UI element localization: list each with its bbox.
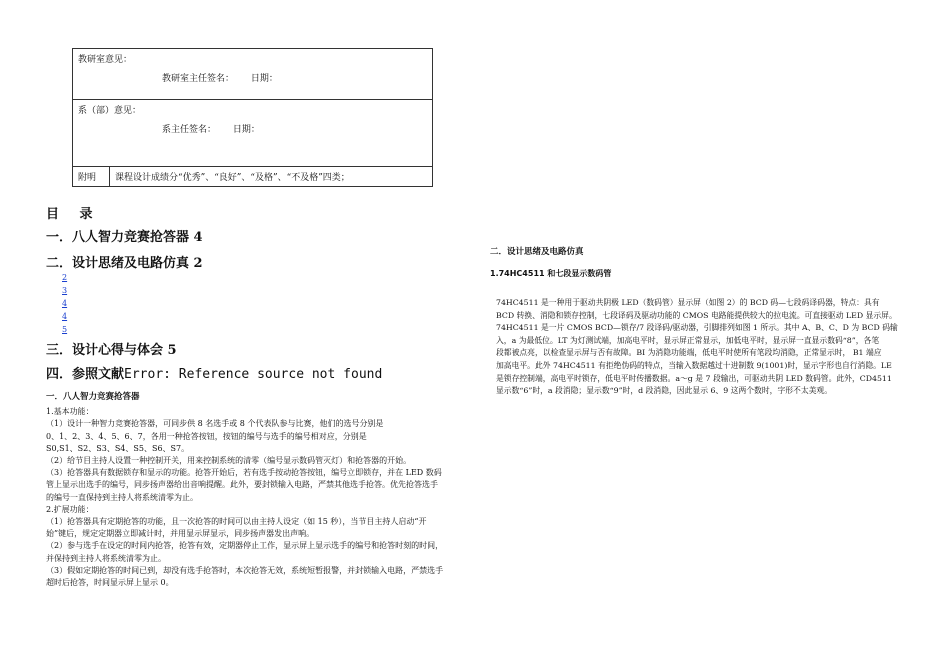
department-sign-label: 系主任签名：: [162, 125, 217, 135]
section-2-line: 加高电平。此外 74HC4511 有拒绝伪码的特点，当输入数据越过十进制数 9(1001)时，显示字形也自行消隐。LE: [496, 360, 892, 370]
section-1-line: 并保持到主持人将系统清零为止。: [46, 553, 166, 563]
department-opinion-cell: [73, 100, 433, 167]
section-1-line: （2）给节目主持人设置一种控制开关，用来控制系统的清零（编号显示数码管灭灯）和抢答器的开始。: [46, 456, 412, 466]
section-2-line: 显示数“6”时，a 段消隐；显示数“9”时，d 段消隐，因此显示 6、9 这两个数时，字形不太美观。: [496, 386, 833, 396]
toc-item-4[interactable]: [46, 363, 382, 382]
teaching-office-sign-label: 教研室主任签名：: [162, 74, 235, 84]
section-2-line: 是锁存控制端，高电平时锁存，低电平时传播数据。a～g 是 7 段输出，可驱动共阴 LED 数码管。此外，CD4511: [496, 373, 892, 383]
section-1-line: 始”键后，规定定期器立即减计时，并用显示屏显示，同步扬声器发出声响。: [46, 529, 315, 539]
teaching-office-date-label: 日期：: [250, 74, 278, 84]
note-text: 课程设计成绩分“优秀”、“良好”、“及格”、“不及格”四类；: [115, 173, 350, 183]
section-1-heading: 一．八人智力竞赛抢答器: [46, 392, 140, 402]
toc-link-2[interactable]: 3: [62, 286, 68, 295]
department-opinion-label: 系（部）意见：: [78, 106, 142, 116]
note-label-cell: [73, 167, 110, 187]
toc-link-5[interactable]: 5: [62, 325, 68, 334]
section-1: [46, 391, 466, 589]
toc-item-2[interactable]: 二．设计思绪及电路仿真 2: [46, 256, 203, 271]
department-sign-line: [162, 122, 427, 135]
section-1-line: （3）假如定期抢答的时间已到，却没有选手抢答时，本次抢答无效，系统短暂报警，并封锁输入电路，严禁选手: [46, 565, 444, 575]
section-1-line: 1.基本功能：: [46, 407, 94, 417]
section-1-line: （1）抢答器具有定期抢答的功能，且一次抢答的时间可以由主持人设定（如 15 秒），当节目主持人启动“开: [46, 517, 427, 527]
section-1-line: 2.扩展功能：: [46, 504, 94, 514]
toc-link-4[interactable]: 4: [62, 312, 68, 321]
section-1-line: 管上显示出选手的编号，同步扬声器给出音响提醒。此外，要封锁输入电路，严禁其他选手抢答。优先抢答选手: [46, 480, 438, 490]
section-1-line: （3）抢答器具有数据锁存和显示的功能。抢答开始后，若有选手按动抢答按钮，编号立即锁存，并在 LED 数码: [46, 468, 442, 478]
toc-link-1[interactable]: 2: [62, 273, 68, 282]
section-2-subheading: 1.74HC4511 和七段显示数码管: [490, 269, 612, 278]
section-2-line: 74HC4511 是一种用于驱动共阴极 LED（数码管）显示屏（如图 2）的 BCD 码—七段码译码器，特点：具有: [496, 298, 880, 307]
section-1-line: 的编号一直保持到主持人将系统清零为止。: [46, 492, 198, 502]
note-text-cell: [110, 167, 433, 187]
section-2-line: 入，a 为最低位。LT 为灯测试端，加高电平时，显示屏正常显示，加低电平时，显示屏一直显示数码“8”，各笔: [496, 335, 880, 345]
teaching-office-opinion-label: 教研室意见：: [78, 55, 133, 65]
teaching-office-opinion-cell: [73, 49, 433, 100]
toc-item-3[interactable]: 三．设计心得与体会 5: [46, 343, 177, 358]
review-table: [72, 48, 433, 187]
teaching-office-sign-line: [162, 71, 427, 84]
section-2-line: 段都被点亮，以检查显示屏与否有故障。BI 为消隐功能端，低电平时使所有笔段均消隐，正常显示时， B1 端应: [496, 348, 882, 358]
department-date-label: 日期：: [232, 125, 260, 135]
note-label: 附明: [78, 173, 97, 183]
section-2-line: BCD 转换、消隐和锁存控制，七段译码及驱动功能的 CMOS 电路能提供较大的拉电流。可直接驱动 LED 显示屏。: [496, 310, 897, 320]
toc-title: 目 录: [46, 207, 101, 222]
section-2-body: [490, 297, 915, 398]
section-2-line: 74HC4511 是一片 CMOS BCD—锁存/7 段译码/驱动器，引脚排列如图 1 所示。其中 A、B、C、D 为 BCD 码输: [496, 323, 898, 333]
toc-item-4-error: Error: Reference source not found: [124, 367, 383, 382]
section-1-line: （1）设计一种智力竞赛抢答器，可同步供 8 名选手或 8 个代表队参与比赛，他们的选号分别是: [46, 419, 384, 429]
toc-item-4-prefix: 四．参照文献: [46, 367, 125, 382]
section-1-line: （2）参与选手在设定的时间内抢答，抢答有效，定期器停止工作，显示屏上显示选手的编号和抢答时刻的时间，: [46, 541, 444, 551]
toc-link-3[interactable]: 4: [62, 299, 68, 308]
section-2-heading: 二．设计思绪及电路仿真: [490, 247, 584, 257]
toc-sublinks: [62, 271, 67, 336]
section-1-line: 超时后抢答，时间显示屏上显示 0。: [46, 578, 174, 588]
section-1-line: 0、1、2、3、4、5、6、7，各用一种抢答按钮，按钮的编号与选手的编号相对应，分别是: [46, 431, 367, 441]
section-1-line: S0,S1、S2、S3、S4、S5、S6、S7。: [46, 443, 190, 453]
toc-item-1[interactable]: 一．八人智力竞赛抢答器 4: [46, 230, 203, 245]
